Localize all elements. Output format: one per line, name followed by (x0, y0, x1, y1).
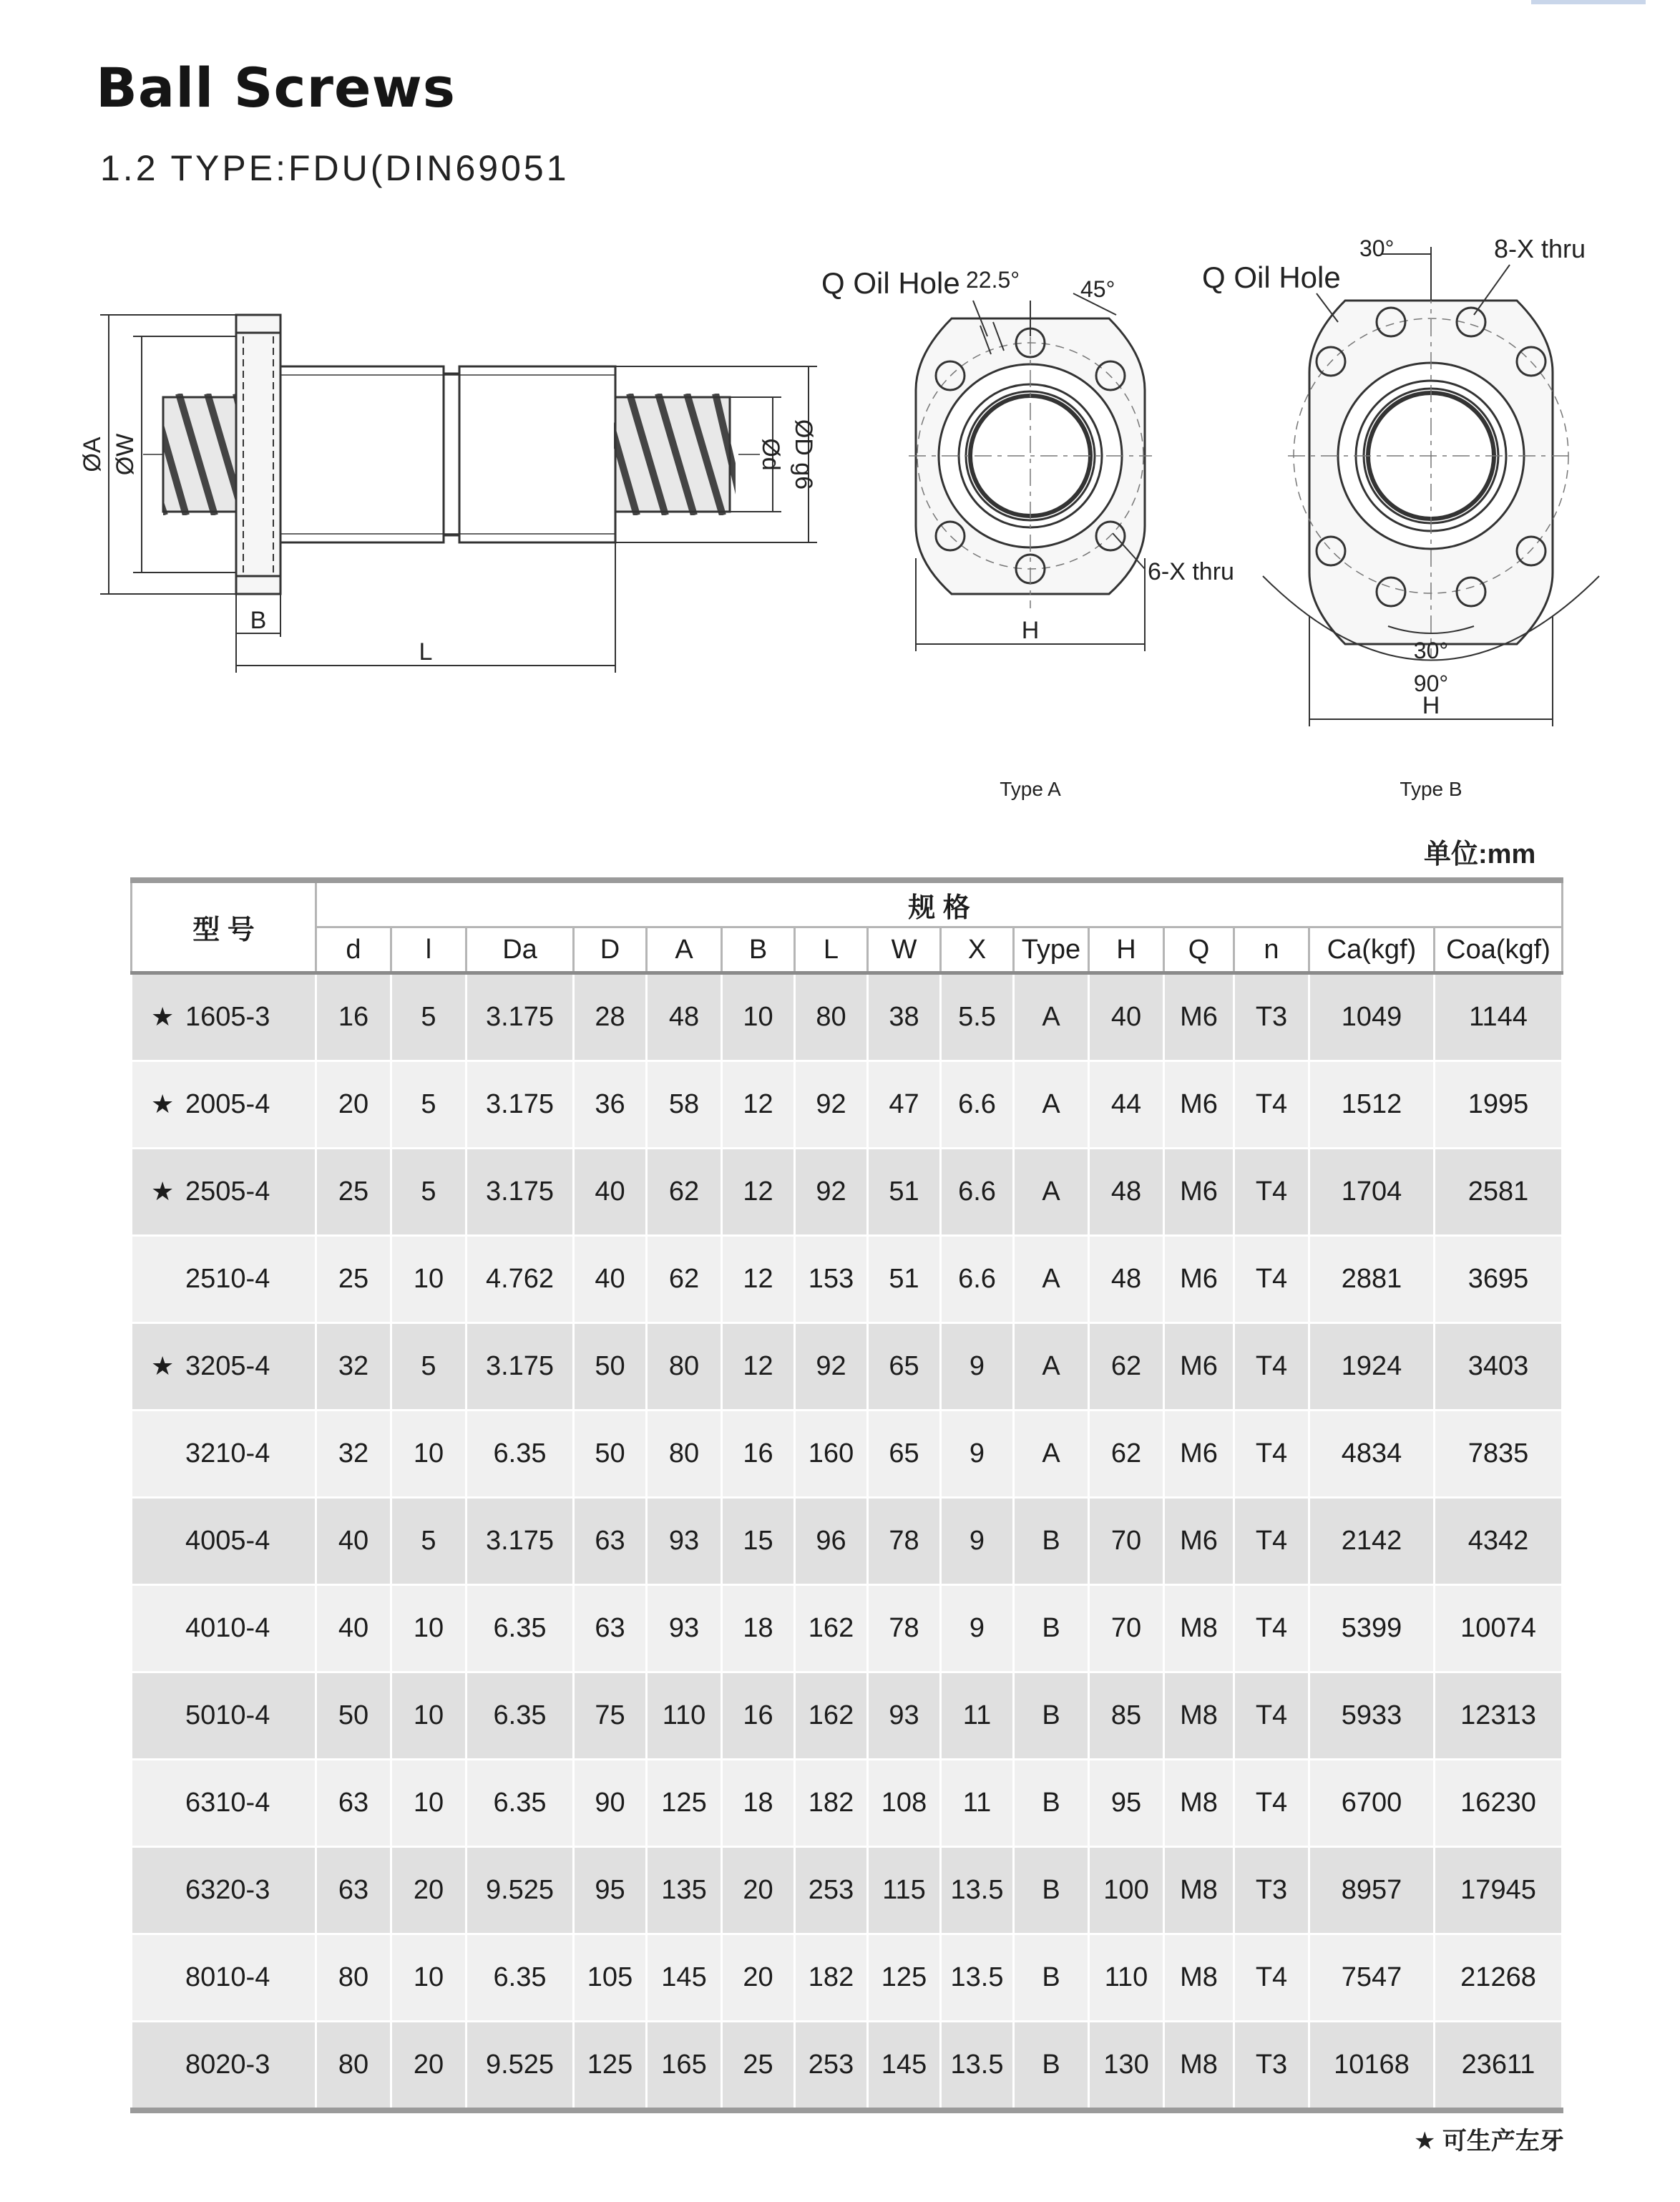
spec-cell: 63 (574, 1498, 647, 1585)
spec-cell: 6.35 (467, 1672, 574, 1760)
left-thread-star-icon: ★ (151, 1002, 175, 1031)
spec-cell: 16 (722, 1411, 795, 1498)
spec-cell: 17945 (1435, 1847, 1563, 1934)
model-number: 5010-4 (185, 1700, 270, 1730)
table-body (132, 973, 1563, 2111)
model-cell (132, 1236, 316, 1323)
spec-cell: 3.175 (467, 973, 574, 1061)
column-header: L (795, 927, 868, 973)
table-row (132, 1149, 1563, 1236)
spec-cell: B (1014, 1760, 1089, 1847)
spec-cell: M8 (1164, 1585, 1234, 1672)
model-number: 2005-4 (185, 1089, 270, 1119)
spec-cell: 115 (868, 1847, 941, 1934)
spec-cell: 10 (722, 973, 795, 1061)
spec-cell: 11 (941, 1672, 1014, 1760)
spec-cell: 75 (574, 1672, 647, 1760)
spec-cell: 253 (795, 1847, 868, 1934)
spec-cell: 12 (722, 1061, 795, 1149)
spec-cell: 23611 (1435, 2022, 1563, 2111)
model-cell (132, 1498, 316, 1585)
spec-cell: M6 (1164, 973, 1234, 1061)
spec-cell: 13.5 (941, 2022, 1014, 2111)
spec-cell: 1144 (1435, 973, 1563, 1061)
spec-cell: 6.35 (467, 1760, 574, 1847)
spec-cell: 32 (316, 1323, 391, 1411)
column-header-row (132, 927, 1563, 973)
spec-group-header: 规 格 (316, 880, 1563, 927)
spec-cell: 62 (1089, 1411, 1164, 1498)
spec-cell: B (1014, 1847, 1089, 1934)
spec-cell: 13.5 (941, 1934, 1014, 2022)
type-b-oil-hole-label: Q Oil Hole (1202, 260, 1341, 294)
spec-cell: 21268 (1435, 1934, 1563, 2022)
spec-cell: 12 (722, 1236, 795, 1323)
spec-cell: 3695 (1435, 1236, 1563, 1323)
spec-cell: 48 (1089, 1236, 1164, 1323)
spec-cell: 40 (574, 1236, 647, 1323)
spec-cell: 92 (795, 1323, 868, 1411)
spec-cell: 13.5 (941, 1847, 1014, 1934)
column-header: l (391, 927, 467, 973)
spec-cell: 25 (722, 2022, 795, 2111)
spec-cell: 105 (574, 1934, 647, 2022)
spec-cell: 63 (574, 1585, 647, 1672)
model-column-header: 型 号 (132, 880, 316, 973)
spec-cell: 51 (868, 1149, 941, 1236)
spec-cell: M6 (1164, 1323, 1234, 1411)
model-cell (132, 1149, 316, 1236)
spec-cell: T4 (1234, 1498, 1309, 1585)
column-header: n (1234, 927, 1309, 973)
spec-cell: 135 (647, 1847, 722, 1934)
spec-cell: 3.175 (467, 1061, 574, 1149)
spec-cell: T4 (1234, 1934, 1309, 2022)
spec-cell: A (1014, 1149, 1089, 1236)
spec-cell: 40 (316, 1585, 391, 1672)
spec-cell: 25 (316, 1149, 391, 1236)
spec-cell: T4 (1234, 1585, 1309, 1672)
column-header: Ca(kgf) (1309, 927, 1435, 973)
spec-cell: 162 (795, 1672, 868, 1760)
spec-cell: 10074 (1435, 1585, 1563, 1672)
column-header: X (941, 927, 1014, 973)
spec-cell: 18 (722, 1760, 795, 1847)
spec-cell: T4 (1234, 1236, 1309, 1323)
spec-cell: 4342 (1435, 1498, 1563, 1585)
spec-cell: 80 (316, 2022, 391, 2111)
spec-cell: T4 (1234, 1149, 1309, 1236)
spec-cell: 40 (574, 1149, 647, 1236)
model-cell (132, 1934, 316, 2022)
spec-cell: A (1014, 973, 1089, 1061)
spec-cell: 153 (795, 1236, 868, 1323)
spec-cell: 78 (868, 1498, 941, 1585)
left-thread-star-icon: ★ (151, 1089, 175, 1119)
type-a-holes-label: 6-X thru (1148, 558, 1234, 585)
spec-cell: 2142 (1309, 1498, 1435, 1585)
spec-cell: 25 (316, 1236, 391, 1323)
spec-cell: M8 (1164, 1934, 1234, 2022)
spec-cell: 1704 (1309, 1149, 1435, 1236)
spec-cell: 65 (868, 1323, 941, 1411)
model-number: 1605-3 (185, 1002, 270, 1032)
spec-cell: 10 (391, 1760, 467, 1847)
spec-cell: 93 (647, 1498, 722, 1585)
spec-cell: 10 (391, 1672, 467, 1760)
spec-cell: 20 (722, 1847, 795, 1934)
spec-cell: 100 (1089, 1847, 1164, 1934)
spec-cell: 36 (574, 1061, 647, 1149)
spec-cell: 93 (647, 1585, 722, 1672)
spec-cell: 9 (941, 1323, 1014, 1411)
spec-cell: 44 (1089, 1061, 1164, 1149)
spec-cell: 7835 (1435, 1411, 1563, 1498)
spec-cell: T3 (1234, 973, 1309, 1061)
spec-cell: 32 (316, 1411, 391, 1498)
spec-cell: 16 (316, 973, 391, 1061)
spec-cell: B (1014, 1934, 1089, 2022)
dim-label-L: L (419, 638, 433, 666)
spec-cell: 5933 (1309, 1672, 1435, 1760)
table-row (132, 1585, 1563, 1672)
spec-cell: 96 (795, 1498, 868, 1585)
dim-label-B: B (250, 607, 267, 634)
spec-cell: 85 (1089, 1672, 1164, 1760)
spec-cell: 6.6 (941, 1061, 1014, 1149)
spec-cell: 50 (574, 1411, 647, 1498)
screw-thread-right (608, 394, 744, 515)
column-header: Type (1014, 927, 1089, 973)
spec-cell: 8957 (1309, 1847, 1435, 1934)
spec-cell: M6 (1164, 1411, 1234, 1498)
spec-cell: 5 (391, 1061, 467, 1149)
spec-cell: 9 (941, 1498, 1014, 1585)
model-number: 3210-4 (185, 1438, 270, 1468)
spec-cell: 5399 (1309, 1585, 1435, 1672)
spec-cell: 20 (722, 1934, 795, 2022)
type-a-dim-H: H (1021, 617, 1040, 644)
spec-cell: 90 (574, 1760, 647, 1847)
table-row (132, 973, 1563, 1061)
spec-cell: 10 (391, 1934, 467, 2022)
spec-cell: 145 (647, 1934, 722, 2022)
spec-cell: 110 (1089, 1934, 1164, 2022)
model-number: 8020-3 (185, 2050, 270, 2080)
spec-cell: 2581 (1435, 1149, 1563, 1236)
model-number: 2505-4 (185, 1176, 270, 1207)
dim-label-d: Ød (757, 438, 784, 471)
type-b-holes-label: 8-X thru (1494, 234, 1586, 263)
spec-cell: 3.175 (467, 1149, 574, 1236)
model-cell (132, 1847, 316, 1934)
type-a-oil-hole-label: Q Oil Hole (821, 266, 960, 300)
column-header: Da (467, 927, 574, 973)
spec-cell: 165 (647, 2022, 722, 2111)
type-b-caption: Type B (1400, 778, 1462, 800)
spec-cell: B (1014, 1672, 1089, 1760)
spec-cell: 78 (868, 1585, 941, 1672)
spec-cell: M6 (1164, 1236, 1234, 1323)
spec-cell: 95 (574, 1847, 647, 1934)
spec-cell: 160 (795, 1411, 868, 1498)
spec-cell: 9.525 (467, 2022, 574, 2111)
table-row (132, 1498, 1563, 1585)
spec-cell: 80 (647, 1411, 722, 1498)
table-row (132, 1061, 1563, 1149)
spec-cell: 40 (316, 1498, 391, 1585)
model-number: 6310-4 (185, 1788, 270, 1818)
spec-cell: M8 (1164, 1847, 1234, 1934)
spec-cell: 28 (574, 973, 647, 1061)
spec-cell: B (1014, 2022, 1089, 2111)
spec-cell: 6.35 (467, 1411, 574, 1498)
spec-cell: 51 (868, 1236, 941, 1323)
type-b-angle-bottom: 30° (1413, 638, 1449, 663)
table-row (132, 1847, 1563, 1934)
model-number: 6320-3 (185, 1875, 270, 1905)
spec-cell: 12 (722, 1149, 795, 1236)
model-cell (132, 973, 316, 1061)
spec-cell: M6 (1164, 1061, 1234, 1149)
spec-cell: 4.762 (467, 1236, 574, 1323)
spec-cell: 58 (647, 1061, 722, 1149)
model-number: 3205-4 (185, 1351, 270, 1381)
model-number: 2510-4 (185, 1264, 270, 1294)
spec-cell: 70 (1089, 1585, 1164, 1672)
spec-cell: 9 (941, 1411, 1014, 1498)
model-cell (132, 2022, 316, 2111)
dim-label-A: ØA (79, 437, 106, 472)
type-a-caption: Type A (1000, 778, 1061, 800)
spec-cell: 5 (391, 973, 467, 1061)
column-header: Coa(kgf) (1435, 927, 1563, 973)
spec-cell: 48 (1089, 1149, 1164, 1236)
spec-cell: 92 (795, 1149, 868, 1236)
spec-cell: 6.35 (467, 1934, 574, 2022)
spec-cell: 253 (795, 2022, 868, 2111)
model-cell (132, 1760, 316, 1847)
left-thread-star-icon: ★ (151, 1351, 175, 1380)
spec-cell: 50 (316, 1672, 391, 1760)
dim-label-D: ØD g6 (790, 419, 817, 490)
column-header: A (647, 927, 722, 973)
spec-cell: 3.175 (467, 1498, 574, 1585)
spec-cell: A (1014, 1061, 1089, 1149)
page-corner-mark (1531, 0, 1646, 4)
type-a-angle-1: 22.5° (966, 267, 1020, 293)
model-cell (132, 1585, 316, 1672)
model-cell (132, 1672, 316, 1760)
column-header: Q (1164, 927, 1234, 973)
spec-cell: T3 (1234, 2022, 1309, 2111)
spec-cell: 12313 (1435, 1672, 1563, 1760)
spec-cell: 20 (391, 2022, 467, 2111)
spec-cell: 5 (391, 1323, 467, 1411)
spec-cell: A (1014, 1236, 1089, 1323)
type-b-angle-top: 30° (1359, 235, 1395, 261)
table-row (132, 1411, 1563, 1498)
unit-label: 单位:mm (1424, 839, 1536, 869)
column-header: W (868, 927, 941, 973)
model-number: 4010-4 (185, 1613, 270, 1643)
table-row (132, 1934, 1563, 2022)
table-row (132, 2022, 1563, 2111)
type-a-view (909, 293, 1152, 651)
spec-cell: 93 (868, 1672, 941, 1760)
spec-cell: 6.6 (941, 1236, 1014, 1323)
footnote: ★ 可生产左牙 (1414, 2128, 1564, 2155)
spec-cell: 12 (722, 1323, 795, 1411)
spec-cell: 1924 (1309, 1323, 1435, 1411)
spec-cell: B (1014, 1585, 1089, 1672)
column-header: H (1089, 927, 1164, 973)
spec-cell: 62 (1089, 1323, 1164, 1411)
spec-cell: 62 (647, 1236, 722, 1323)
column-header: B (722, 927, 795, 973)
spec-cell: 125 (647, 1760, 722, 1847)
spec-cell: 3403 (1435, 1323, 1563, 1411)
spec-cell: T4 (1234, 1411, 1309, 1498)
spec-cell: 80 (647, 1323, 722, 1411)
spec-cell: 125 (868, 1934, 941, 2022)
spec-cell: T4 (1234, 1672, 1309, 1760)
table-row (132, 1760, 1563, 1847)
column-header: d (316, 927, 391, 973)
type-b-dim-H: H (1422, 692, 1440, 719)
spec-cell: 6.35 (467, 1585, 574, 1672)
spec-cell: 63 (316, 1847, 391, 1934)
spec-cell: 1049 (1309, 973, 1435, 1061)
page-subtitle: 1.2 TYPE:FDU(DIN69051 (100, 148, 570, 188)
spec-cell: 4834 (1309, 1411, 1435, 1498)
spec-cell: M8 (1164, 2022, 1234, 2111)
spec-cell: 80 (316, 1934, 391, 2022)
spec-cell: 2881 (1309, 1236, 1435, 1323)
spec-cell: 1512 (1309, 1061, 1435, 1149)
spec-cell: 6700 (1309, 1760, 1435, 1847)
spec-cell: 182 (795, 1760, 868, 1847)
side-view (100, 315, 817, 673)
spec-cell: 11 (941, 1760, 1014, 1847)
spec-cell: 16 (722, 1672, 795, 1760)
specification-table (130, 877, 1563, 2113)
spec-cell: 7547 (1309, 1934, 1435, 2022)
model-number: 8010-4 (185, 1962, 270, 1992)
model-number: 4005-4 (185, 1526, 270, 1556)
spec-cell: 5.5 (941, 973, 1014, 1061)
spec-cell: 162 (795, 1585, 868, 1672)
spec-cell: B (1014, 1498, 1089, 1585)
spec-cell: 182 (795, 1934, 868, 2022)
spec-cell: 18 (722, 1585, 795, 1672)
spec-cell: T3 (1234, 1847, 1309, 1934)
spec-cell: 50 (574, 1323, 647, 1411)
spec-cell: A (1014, 1411, 1089, 1498)
spec-cell: 47 (868, 1061, 941, 1149)
spec-cell: A (1014, 1323, 1089, 1411)
spec-cell: 80 (795, 973, 868, 1061)
spec-cell: 125 (574, 2022, 647, 2111)
spec-cell: 108 (868, 1760, 941, 1847)
spec-cell: 10 (391, 1411, 467, 1498)
spec-cell: T4 (1234, 1323, 1309, 1411)
spec-cell: 9 (941, 1585, 1014, 1672)
spec-cell: 145 (868, 2022, 941, 2111)
spec-cell: 130 (1089, 2022, 1164, 2111)
spec-cell: 15 (722, 1498, 795, 1585)
spec-cell: 5 (391, 1149, 467, 1236)
spec-cell: T4 (1234, 1061, 1309, 1149)
column-header: D (574, 927, 647, 973)
spec-cell: M6 (1164, 1149, 1234, 1236)
spec-cell: 10 (391, 1585, 467, 1672)
spec-cell: 63 (316, 1760, 391, 1847)
spec-cell: M8 (1164, 1672, 1234, 1760)
page-title: Ball Screws (96, 56, 456, 120)
spec-cell: 10168 (1309, 2022, 1435, 2111)
table-row (132, 1323, 1563, 1411)
spec-cell: 5 (391, 1498, 467, 1585)
spec-cell: 20 (316, 1061, 391, 1149)
spec-cell: T4 (1234, 1760, 1309, 1847)
spec-cell: 70 (1089, 1498, 1164, 1585)
spec-cell: 9.525 (467, 1847, 574, 1934)
spec-cell: 6.6 (941, 1149, 1014, 1236)
spec-cell: 48 (647, 973, 722, 1061)
type-b-angle-wide: 90° (1413, 671, 1449, 696)
model-cell (132, 1061, 316, 1149)
spec-cell: 95 (1089, 1760, 1164, 1847)
left-thread-star-icon: ★ (151, 1176, 175, 1206)
technical-drawing (0, 200, 1680, 844)
spec-cell: 62 (647, 1149, 722, 1236)
spec-cell: 1995 (1435, 1061, 1563, 1149)
nut-body-2 (459, 366, 615, 542)
table-row (132, 1236, 1563, 1323)
nut-body-1 (280, 366, 444, 542)
model-cell (132, 1323, 316, 1411)
spec-cell: 92 (795, 1061, 868, 1149)
dim-label-W: ØW (112, 433, 139, 476)
spec-cell: 65 (868, 1411, 941, 1498)
table-row (132, 1672, 1563, 1760)
spec-cell: 110 (647, 1672, 722, 1760)
spec-cell: 20 (391, 1847, 467, 1934)
spec-cell: 3.175 (467, 1323, 574, 1411)
model-cell (132, 1411, 316, 1498)
spec-cell: 40 (1089, 973, 1164, 1061)
spec-cell: M8 (1164, 1760, 1234, 1847)
spec-cell: 10 (391, 1236, 467, 1323)
spec-cell: 16230 (1435, 1760, 1563, 1847)
spec-cell: M6 (1164, 1498, 1234, 1585)
type-a-angle-2: 45° (1080, 276, 1115, 302)
spec-cell: 38 (868, 973, 941, 1061)
